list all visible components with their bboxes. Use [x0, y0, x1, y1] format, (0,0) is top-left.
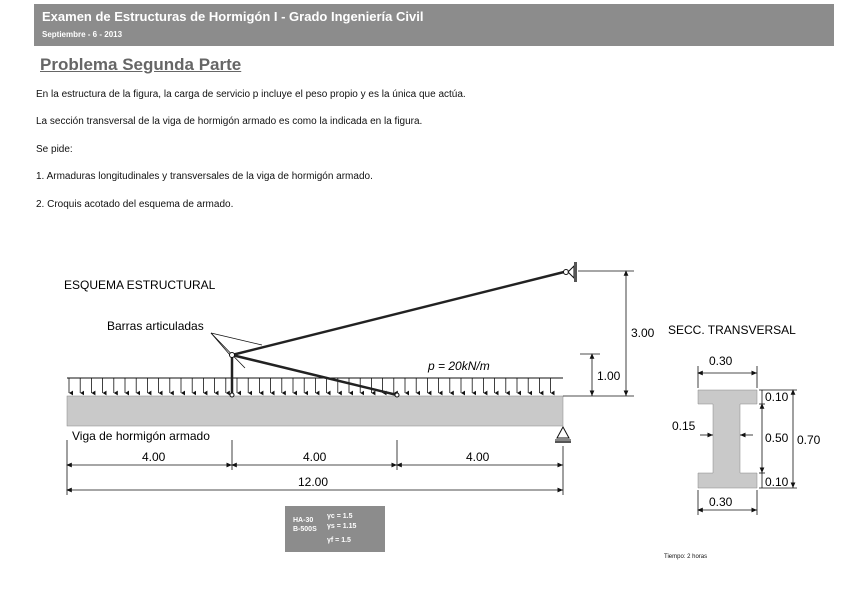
- gamma-c: γc = 1.5: [327, 513, 353, 520]
- concrete-grade: HA-30: [293, 517, 314, 524]
- concrete-beam: [67, 396, 563, 426]
- paragraph-3: Se pide:: [36, 144, 73, 155]
- span-2-dim: 4.00: [303, 450, 327, 464]
- load-arrows: [69, 378, 551, 393]
- section-label: SECC. TRANSVERSAL: [668, 323, 796, 337]
- total-length-dim: 12.00: [298, 475, 329, 489]
- articulated-bars: [232, 271, 568, 395]
- height-pin-dim: 1.00: [597, 369, 621, 383]
- problem-title: Problema Segunda Parte: [40, 55, 242, 74]
- bars-label: Barras articuladas: [107, 319, 204, 333]
- exam-title: Examen de Estructuras de Hormigón I - Grado Ingeniería Civil: [42, 9, 424, 24]
- load-label: p = 20kN/m: [428, 359, 490, 373]
- paragraph-2: La sección transversal de la viga de hormigón armado es como la indicada en la figura.: [36, 116, 423, 127]
- paragraph-4: 1. Armaduras longitudinales y transversales de la viga de hormigón armado.: [36, 171, 373, 182]
- paragraph-1: En la estructura de la figura, la carga de servicio p incluye el peso propio y es la única que actúa.: [36, 89, 466, 100]
- section-top-width: 0.30: [709, 354, 733, 368]
- roller-support-icon: [555, 427, 571, 442]
- height-total-dim: 3.00: [631, 326, 655, 340]
- strut-bar: [232, 355, 397, 395]
- materials-box: [285, 506, 385, 552]
- structural-label: ESQUEMA ESTRUCTURAL: [64, 278, 216, 292]
- paragraph-5: 2. Croquis acotado del esquema de armado.: [36, 199, 234, 210]
- section-flange-top: 0.10: [765, 390, 789, 404]
- time-note: Tiempo: 2 horas: [664, 554, 708, 560]
- section-total-height: 0.70: [797, 433, 821, 447]
- exam-date: Septiembre - 6 - 2013: [42, 30, 123, 39]
- section-flange-bottom: 0.10: [765, 475, 789, 489]
- gamma-s: γs = 1.15: [327, 523, 357, 530]
- i-section-shape: [698, 390, 757, 488]
- span-1-dim: 4.00: [142, 450, 166, 464]
- section-web-height: 0.50: [765, 431, 789, 445]
- wall-support-icon: [568, 262, 577, 282]
- tie-bar-upper: [232, 271, 568, 355]
- beam-label: Viga de hormigón armado: [72, 429, 210, 443]
- steel-grade: B-500S: [293, 526, 317, 533]
- gamma-f: γf = 1.5: [327, 537, 351, 544]
- section-web: 0.15: [672, 419, 696, 433]
- section-bottom-width: 0.30: [709, 495, 733, 509]
- span-3-dim: 4.00: [466, 450, 490, 464]
